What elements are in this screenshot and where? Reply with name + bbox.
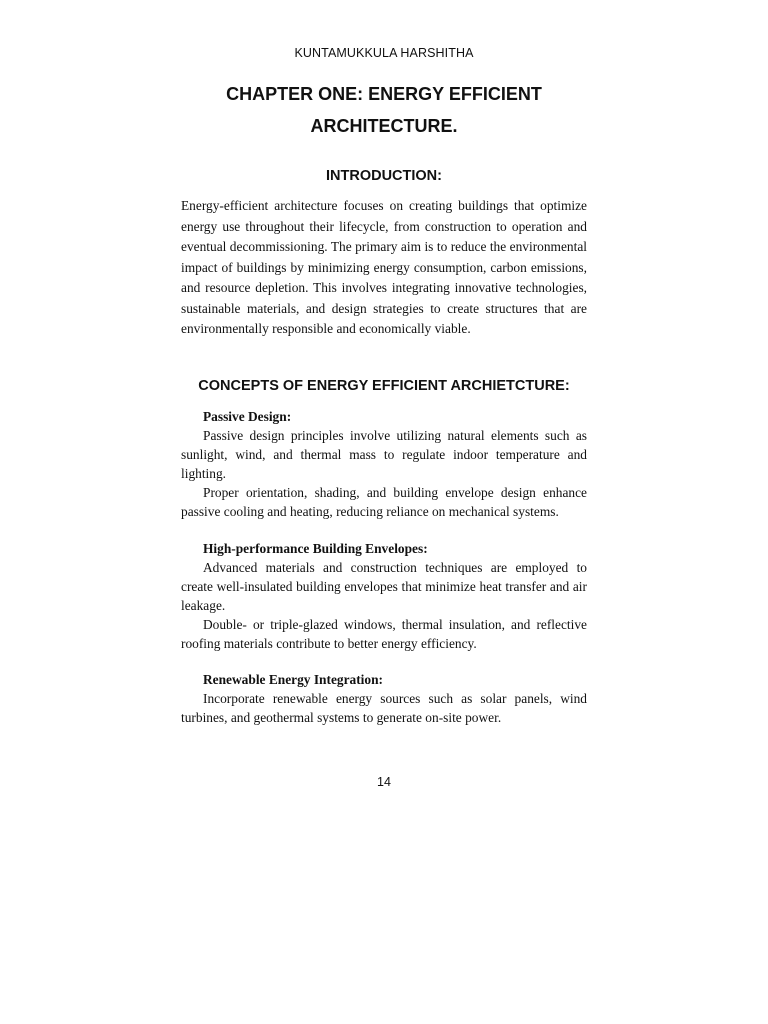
subsection-title: High-performance Building Envelopes: xyxy=(203,541,428,556)
subsection-title: Passive Design: xyxy=(203,409,292,424)
concepts-heading: CONCEPTS OF ENERGY EFFICIENT ARCHIETCTURE: xyxy=(198,378,570,394)
subsection-paragraph: Proper orientation, shading, and building envelope design enhance passive cooling and heating, reducing reliance on mechanical systems. xyxy=(181,485,587,519)
chapter-title: CHAPTER ONE: ENERGY EFFICIENT ARCHITECTURE. xyxy=(226,84,542,136)
running-header-author: KUNTAMUKKULA HARSHITHA xyxy=(294,46,474,60)
introduction-paragraph: Energy-efficient architecture focuses on creating buildings that optimize energy use throughout their lifecycle, from construction to operation and eventual decommissioning. The primary aim is to reduce the environmental impact of buildings by minimizing energy consumption, carbon emissions, and resource depletion. This involves integrating innovative technologies, sustainable materials, and design strategies to create structures that are environmentally responsible and economically viable. xyxy=(181,198,587,336)
subsection-paragraph: Incorporate renewable energy sources such as solar panels, wind turbines, and geothermal systems to generate on-site power. xyxy=(181,691,587,725)
subsection-passive-design xyxy=(181,407,587,521)
introduction-heading: INTRODUCTION: xyxy=(326,168,442,184)
subsection-paragraph: Passive design principles involve utilizing natural elements such as sunlight, wind, and thermal mass to regulate indoor temperature and lighting. xyxy=(181,428,587,481)
page-number: 14 xyxy=(377,775,391,789)
subsection-paragraph: Advanced materials and construction techniques are employed to create well-insulated building envelopes that minimize heat transfer and air leakage. xyxy=(181,560,587,613)
subsection-renewable-energy xyxy=(181,670,587,727)
subsection-paragraph: Double- or triple-glazed windows, thermal insulation, and reflective roofing materials contribute to better energy efficiency. xyxy=(181,617,587,651)
subsection-title: Renewable Energy Integration: xyxy=(203,672,384,687)
subsection-building-envelopes xyxy=(181,539,587,653)
